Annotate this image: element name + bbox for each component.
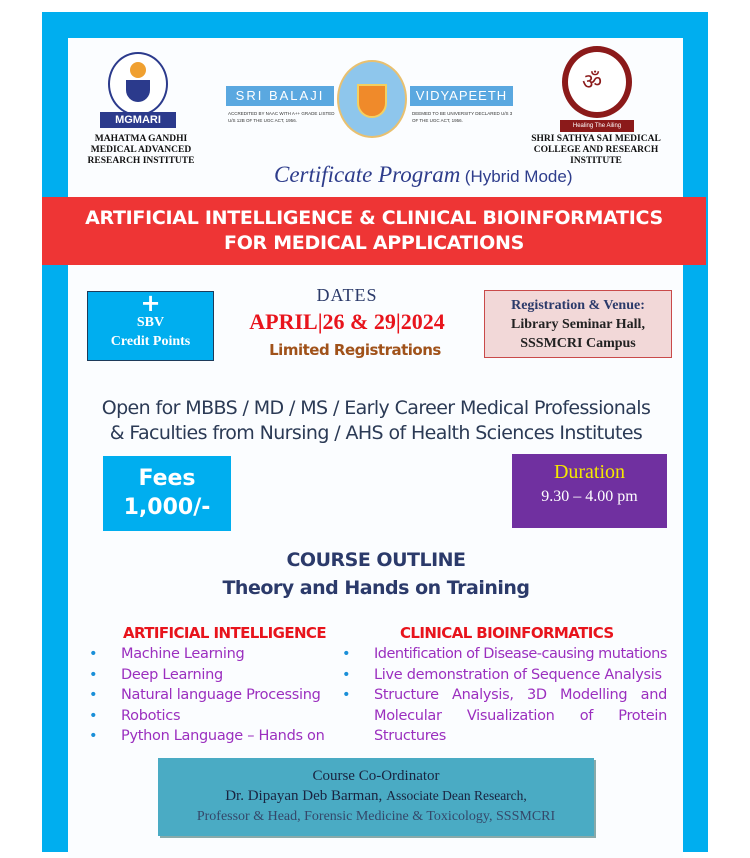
- sbv-left-banner: SRI BALAJI: [226, 86, 334, 106]
- title-banner: [42, 197, 706, 265]
- ai-heading: ARTIFICIAL INTELLIGENCE: [123, 624, 326, 642]
- eligibility: [70, 396, 682, 446]
- eligibility-line-1: Open for MBBS / MD / MS / Early Career Medical Professionals: [101, 397, 651, 419]
- list-item: • Live demonstration of Sequence Analysis: [342, 665, 667, 686]
- coordinator-name: Dr. Dipayan Deb Barman,: [225, 788, 383, 804]
- credits-line-1: SBV: [136, 315, 165, 330]
- course-outline-subtitle: Theory and Hands on Training: [222, 577, 530, 599]
- coordinator-role: Associate Dean Research,: [386, 788, 527, 803]
- title-line-2: FOR MEDICAL APPLICATIONS: [224, 232, 524, 254]
- program-type-text: Certificate Program: [274, 162, 461, 187]
- dates-value: APRIL|26 & 29|2024: [249, 309, 445, 334]
- fees-value: 1,000/-: [123, 495, 211, 520]
- duration-label: Duration: [553, 461, 626, 483]
- fees-label: Fees: [138, 466, 196, 491]
- eligibility-line-2: & Faculties from Nursing / AHS of Health Sciences Institutes: [109, 422, 643, 444]
- dates-label: DATES: [316, 285, 378, 305]
- sbv-right-sub: DEEMED TO BE UNIVERSITY DECLARED U/S 3 OF THE UGC ACT, 1956.: [412, 111, 513, 123]
- sssmcri-name: SHRI SATHYA SAI MEDICAL COLLEGE AND RESEARCH INSTITUTE: [531, 134, 661, 166]
- sbv-emblem-icon: [337, 60, 407, 138]
- coordinator-box: [158, 758, 594, 836]
- coordinator-name-line: [158, 786, 594, 806]
- list-item: • Robotics: [89, 706, 339, 727]
- program-type: [274, 162, 572, 188]
- list-item: • Python Language – Hands on: [89, 726, 339, 747]
- limited-registrations: Limited Registrations: [269, 341, 441, 359]
- mgmari-badge: MGMARI: [100, 112, 176, 128]
- course-outline-title: COURSE OUTLINE: [286, 549, 466, 571]
- venue-line-2: SSSMCRI Campus: [520, 336, 636, 351]
- list-item: • Identification of Disease-causing mutations: [342, 644, 667, 665]
- venue-line-1: Library Seminar Hall,: [511, 317, 645, 332]
- sbv-right-banner: VIDYAPEETH: [410, 86, 513, 106]
- bio-heading: CLINICAL BIOINFORMATICS: [400, 624, 614, 642]
- sssmcri-motto: Healing The Ailing: [560, 120, 634, 132]
- venue-label: Registration & Venue:: [511, 298, 645, 313]
- ai-topic-list: [89, 644, 339, 747]
- coordinator-department: Professor & Head, Forensic Medicine & Toxicology, SSSMCRI: [196, 809, 556, 824]
- list-item: • Deep Learning: [89, 665, 339, 686]
- program-mode: (Hybrid Mode): [464, 167, 573, 186]
- list-item: • Machine Learning: [89, 644, 339, 665]
- venue-box: [484, 290, 672, 358]
- sssmcri-logo: ॐ Healing The Ailing: [560, 46, 634, 134]
- plus-icon: +: [140, 289, 161, 317]
- duration-box: [512, 454, 667, 528]
- list-item: • Natural language Processing: [89, 685, 339, 706]
- title-line-1: ARTIFICIAL INTELLIGENCE & CLINICAL BIOINFORMATICS: [85, 207, 663, 229]
- fees-box: [103, 456, 231, 531]
- mgmari-name: MAHATMA GANDHI MEDICAL ADVANCED RESEARCH INSTITUTE: [87, 134, 195, 166]
- coordinator-label: Course Co-Ordinator: [312, 768, 440, 784]
- credits-line-2: Credit Points: [110, 334, 191, 349]
- bio-topic-list: [342, 644, 667, 747]
- sbv-left-sub: ACCREDITED BY NAAC WITH A++ GRADE LISTED U/S 12B OF THE UGC ACT, 1956.: [228, 111, 335, 123]
- duration-value: 9.30 – 4.00 pm: [541, 488, 638, 505]
- mgmari-logo: [100, 52, 176, 132]
- list-item: • Structure Analysis, 3D Modelling and Molecular Visualization of Protein Structures: [342, 685, 667, 747]
- credits-box: [87, 291, 214, 361]
